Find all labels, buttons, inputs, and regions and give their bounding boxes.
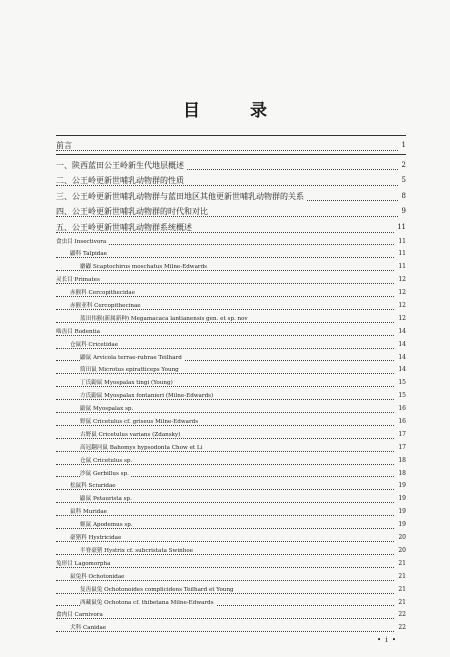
toc-entry-page: 11 bbox=[395, 236, 406, 249]
leader-dots bbox=[56, 399, 406, 400]
toc-entry-page: 12 bbox=[395, 300, 406, 313]
toc-entry[interactable] bbox=[56, 138, 406, 154]
toc-entry-label: 丁氏鼢鼠 Myospalax tingi (Young) bbox=[80, 380, 173, 387]
toc-entry-label: 鼹鼠 Arvicola terrae-rubrae Teilhard bbox=[80, 354, 182, 361]
leader-dots bbox=[56, 412, 406, 413]
toc-entry-label: 西藏鼠兔 Ochotona cf. thibetana Milne-Edwards bbox=[80, 599, 214, 606]
toc-entry-label: 方氏鼢鼠 Myospalax fontanieri (Milne-Edwards) bbox=[80, 393, 214, 400]
toc-entry[interactable] bbox=[56, 339, 406, 352]
toc-entry-page: 14 bbox=[395, 339, 406, 352]
toc-entry-page: 21 bbox=[395, 571, 406, 584]
toc-entry-label: 鼠兔科 Ochotonidae bbox=[70, 573, 125, 580]
top-rule bbox=[56, 135, 406, 136]
toc-entry-page: 14 bbox=[395, 326, 406, 339]
toc-entry-label: 前言 bbox=[56, 141, 72, 150]
toc-entry-label: 三、公王岭更新世哺乳动物群与蓝田地区其他更新世哺乳动物群的关系 bbox=[56, 191, 304, 201]
toc-entry-label: 鼯鼠 Petaurista sp. bbox=[80, 496, 132, 503]
toc-entry-label: 沙鼠 Gerbillus sp. bbox=[80, 470, 129, 477]
toc-entry-label: 蓝田伟猴(新属新种) Megamacaca lantianensis gen. et sp. nov bbox=[80, 315, 248, 322]
leader-dots bbox=[56, 373, 406, 374]
toc-entry-label: 犬科 Canidae bbox=[70, 625, 107, 632]
toc-entry[interactable] bbox=[56, 622, 406, 635]
toc-entry-label: 啮齿目 Rodentia bbox=[56, 328, 101, 335]
toc-entry[interactable] bbox=[56, 352, 406, 365]
toc-entry-page: 22 bbox=[395, 609, 406, 622]
toc-entry-label: 二、公王岭更新世哺乳动物群的性质 bbox=[56, 176, 184, 186]
toc-entry[interactable] bbox=[56, 173, 406, 189]
toc-entry-page: 22 bbox=[395, 622, 406, 635]
leader-dots bbox=[56, 244, 406, 245]
toc-entry-label: 鼢鼠 Myospalax sp. bbox=[80, 406, 134, 413]
toc-entry[interactable] bbox=[56, 189, 406, 205]
toc-entry-page: 11 bbox=[395, 261, 406, 274]
toc-entry-page: 20 bbox=[395, 545, 406, 558]
toc-entry-label: 野鼠 Cricetulus cf. griseus Milne-Edwards bbox=[80, 419, 199, 426]
toc-entry-label: 兔形目 Lagomorpha bbox=[56, 560, 111, 567]
toc-entry-label: 简田鼠 Microtus epiratticeps Young bbox=[80, 367, 179, 374]
leader-dots bbox=[56, 309, 406, 310]
toc-entry[interactable] bbox=[56, 455, 406, 468]
toc-entry[interactable] bbox=[56, 248, 406, 261]
toc-entry[interactable] bbox=[56, 480, 406, 493]
toc-entry-label: 鼠科 Muridae bbox=[70, 509, 107, 516]
toc-entry-page: 19 bbox=[395, 493, 406, 506]
toc-entry[interactable] bbox=[56, 571, 406, 584]
toc-entry-label: 五、公王岭更新世哺乳动物群系统概述 bbox=[56, 222, 192, 232]
toc-entry-label: 赤猴亚科 Cercopithecinae bbox=[70, 303, 141, 310]
leader-dots bbox=[56, 528, 406, 529]
toc-entry-page: 14 bbox=[395, 364, 406, 377]
toc-entry[interactable] bbox=[56, 220, 406, 236]
toc-entry[interactable] bbox=[56, 204, 406, 220]
leader-dots bbox=[56, 425, 406, 426]
toc-entry[interactable] bbox=[56, 493, 406, 506]
toc-entry-page: 17 bbox=[395, 442, 406, 455]
toc-entry-label: 高冠翻河鼠 Bahomys hypsodonta Chow et Li bbox=[80, 444, 203, 451]
leader-dots bbox=[56, 631, 406, 632]
toc-entry-page: 15 bbox=[395, 377, 406, 390]
toc-entry-page: 8 bbox=[399, 189, 406, 205]
toc-entry-page: 21 bbox=[395, 558, 406, 571]
leader-dots bbox=[56, 296, 406, 297]
toc-entry-page: 20 bbox=[395, 532, 406, 545]
toc-entry[interactable] bbox=[56, 584, 406, 597]
page-number-footer: • i • bbox=[377, 636, 397, 644]
leader-dots bbox=[56, 489, 406, 490]
toc-entry-label: 豪猪科 Hystricidae bbox=[70, 535, 122, 542]
toc-entry[interactable] bbox=[56, 506, 406, 519]
leader-dots bbox=[56, 502, 406, 503]
toc-entry-label: 复齿鼠兔 Ochotonoides complicidens Teilhard et Young bbox=[80, 586, 234, 593]
toc-entry-page: 15 bbox=[395, 390, 406, 403]
leader-dots bbox=[56, 386, 406, 387]
toc-entry-page: 12 bbox=[395, 313, 406, 326]
toc-entry-label: 一、陕西蓝田公王岭新生代地层概述 bbox=[56, 160, 184, 170]
toc-entry[interactable] bbox=[56, 545, 406, 558]
toc-entry[interactable] bbox=[56, 403, 406, 416]
leader-dots bbox=[56, 216, 406, 217]
leader-dots bbox=[56, 335, 406, 336]
toc-entry-page: 12 bbox=[395, 274, 406, 287]
toc-entry-label: 仓鼠科 Cricetidae bbox=[70, 341, 119, 348]
toc-entry-label: 鼹科 Talpidae bbox=[70, 251, 107, 258]
toc-entry-page: 21 bbox=[395, 584, 406, 597]
toc-entry[interactable] bbox=[56, 313, 406, 326]
toc-entry-page: 11 bbox=[395, 248, 406, 261]
toc-entry[interactable] bbox=[56, 158, 406, 174]
leader-dots bbox=[56, 618, 406, 619]
toc-entry-page: 21 bbox=[395, 597, 406, 610]
toc-entry-page: 14 bbox=[395, 352, 406, 365]
toc-entry[interactable] bbox=[56, 416, 406, 429]
toc-entry-label: 赤猴科 Cercopithecidae bbox=[70, 290, 136, 297]
toc-entry-page: 11 bbox=[394, 220, 406, 236]
leader-dots bbox=[56, 541, 406, 542]
toc-entry[interactable] bbox=[56, 300, 406, 313]
leader-dots bbox=[56, 257, 406, 258]
toc-entry[interactable] bbox=[56, 442, 406, 455]
page-title: 目 录 bbox=[183, 101, 289, 121]
toc-entry-page: 2 bbox=[399, 158, 406, 174]
toc-entry-page: 18 bbox=[395, 468, 406, 481]
leader-dots bbox=[56, 150, 406, 151]
toc-entry[interactable] bbox=[56, 532, 406, 545]
toc-entry-label: 食肉目 Carnivora bbox=[56, 612, 103, 619]
toc-entry[interactable] bbox=[56, 519, 406, 532]
leader-dots bbox=[56, 515, 406, 516]
toc-entry-label: 四、公王岭更新世哺乳动物群的时代和对比 bbox=[56, 207, 208, 217]
toc-entry-page: 16 bbox=[395, 416, 406, 429]
toc-entry-page: 18 bbox=[395, 455, 406, 468]
toc-entry[interactable] bbox=[56, 274, 406, 287]
toc-entry[interactable] bbox=[56, 429, 406, 442]
toc-entry[interactable] bbox=[56, 609, 406, 622]
toc-entry-page: 16 bbox=[395, 403, 406, 416]
toc-entry[interactable] bbox=[56, 558, 406, 571]
toc-entry[interactable] bbox=[56, 597, 406, 610]
toc-entry-page: 12 bbox=[395, 287, 406, 300]
toc-entry-label: 食虫目 Insectivora bbox=[56, 238, 107, 245]
toc-entry[interactable] bbox=[56, 377, 406, 390]
table-of-contents bbox=[56, 135, 406, 635]
toc-entry-label: 麝鼹 Scaptochirus moschatus Milne-Edwards bbox=[80, 264, 208, 271]
toc-entry-label: 松鼠科 Sciuridae bbox=[70, 483, 116, 490]
toc-entry-page: 19 bbox=[395, 480, 406, 493]
leader-dots bbox=[56, 283, 406, 284]
toc-entry-page: 19 bbox=[395, 506, 406, 519]
toc-entry-label: 姬鼠 Apodemus sp. bbox=[80, 522, 133, 529]
toc-entry-label: 仓鼠 Cricetulus sp. bbox=[80, 457, 133, 464]
toc-entry-label: 古野鼠 Cricetulus varians (Zdansky) bbox=[80, 431, 181, 438]
toc-entry[interactable] bbox=[56, 236, 406, 249]
toc-entry-page: 9 bbox=[399, 204, 406, 220]
toc-entry[interactable] bbox=[56, 261, 406, 274]
toc-entry-page: 5 bbox=[399, 173, 406, 189]
toc-entry-label: 半脊豪猪 Hystrix cf. subcristata Swinhoe bbox=[80, 547, 194, 554]
preface-rule bbox=[56, 154, 406, 155]
toc-entry[interactable] bbox=[56, 468, 406, 481]
toc-entry-label: 灵长目 Primates bbox=[56, 277, 100, 284]
toc-entry[interactable] bbox=[56, 287, 406, 300]
toc-entry-page: 19 bbox=[395, 519, 406, 532]
toc-entry[interactable] bbox=[56, 326, 406, 339]
toc-entry[interactable] bbox=[56, 390, 406, 403]
leader-dots bbox=[56, 270, 406, 271]
toc-entry-page: 1 bbox=[399, 138, 406, 154]
toc-entry[interactable] bbox=[56, 364, 406, 377]
toc-entry-page: 17 bbox=[395, 429, 406, 442]
